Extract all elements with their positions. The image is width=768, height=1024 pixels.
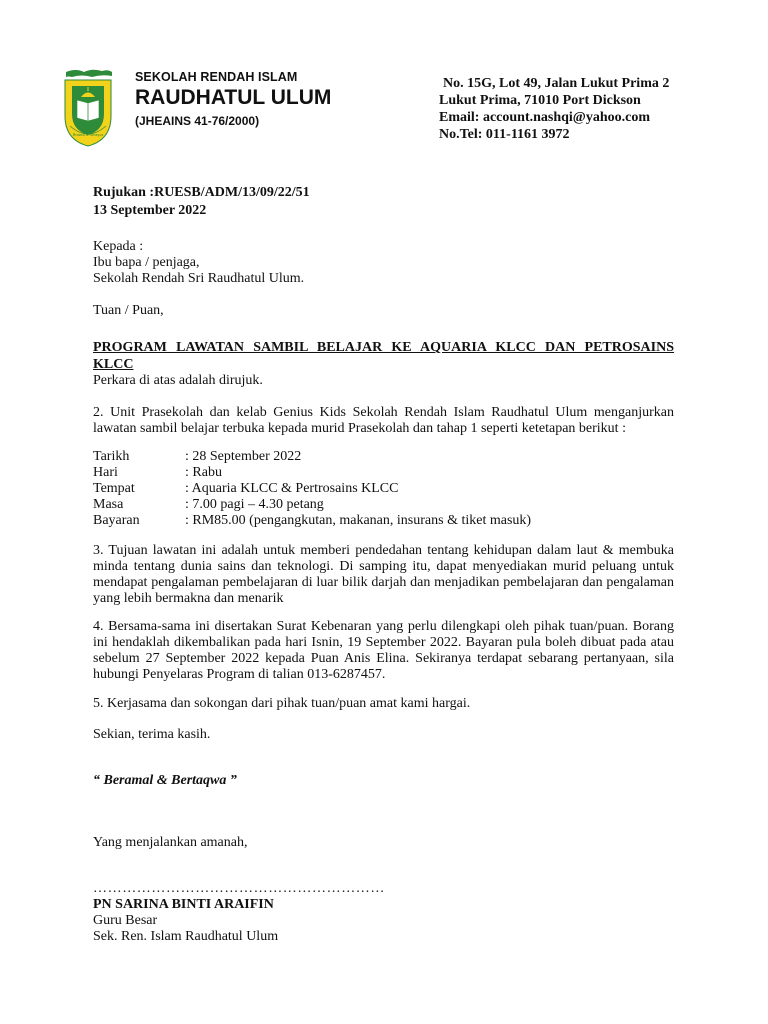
school-logo-icon bbox=[62, 66, 114, 148]
signature-dotted-line: …………………………………………………… bbox=[93, 881, 385, 896]
logo-motto-text: Beramal & Bertaqwa bbox=[72, 133, 104, 137]
detail-row bbox=[93, 481, 531, 497]
signatory-title: Guru Besar bbox=[93, 913, 158, 928]
detail-value: : 28 September 2022 bbox=[185, 449, 302, 464]
salutation: Tuan / Puan, bbox=[93, 303, 164, 318]
detail-label: Tempat bbox=[93, 481, 135, 496]
closing-line: Sekian, terima kasih. bbox=[93, 727, 211, 742]
detail-value: : Rabu bbox=[185, 465, 222, 480]
paragraph-2: 2. Unit Prasekolah dan kelab Genius Kids Sekolah Rendah Islam Raudhatul Ulum menganjurkan lawatan sambil belajar terbuka kepada murid Prasekolah dan tahap 1 seperti ketetapan berikut : bbox=[93, 405, 674, 436]
detail-label: Hari bbox=[93, 465, 118, 480]
motto: “ Beramal & Bertaqwa ” bbox=[93, 773, 237, 788]
detail-row bbox=[93, 513, 531, 529]
address-line-1: No. 15G, Lot 49, Jalan Lukut Prima 2 bbox=[443, 76, 670, 91]
detail-label: Masa bbox=[93, 497, 124, 512]
address-line-2: Lukut Prima, 71010 Port Dickson bbox=[439, 93, 641, 108]
detail-value: : RM85.00 (pengangkutan, makanan, insurans & tiket masuk) bbox=[185, 513, 532, 528]
detail-row bbox=[93, 465, 531, 481]
detail-label: Bayaran bbox=[93, 513, 140, 528]
detail-value: : Aquaria KLCC & Pertrosains KLCC bbox=[185, 481, 399, 496]
signature-block bbox=[93, 881, 674, 945]
sign-intro: Yang menjalankan amanah, bbox=[93, 835, 248, 850]
programme-details-table bbox=[93, 449, 531, 529]
subject-heading bbox=[93, 339, 674, 373]
detail-value: : 7.00 pagi – 4.30 petang bbox=[185, 497, 324, 512]
letter-date: 13 September 2022 bbox=[93, 203, 207, 218]
paragraph-4: 4. Bersama-sama ini disertakan Surat Kebenaran yang perlu dilengkapi oleh pihak tuan/puan. Borang ini hendaklah dikembalikan pada hari Isnin, 19 September 2022. Bayaran pula boleh dibuat pada atau sebelum 27 September 2022 kepada Puan Anis Elina. Sekiranya terdapat sebarang pertanyaan, sila hubungi Penyelaras Program di talian 013-6287457. bbox=[93, 619, 674, 682]
paragraph-5: 5. Kerjasama dan sokongan dari pihak tuan/puan amat kami hargai. bbox=[93, 696, 471, 711]
paragraph-3: 3. Tujuan lawatan ini adalah untuk memberi pendedahan tentang kehidupan dalam laut & membuka minda tentang dunia sains dan teknologi. Di samping itu, dapat menyediakan murid peluang untuk mendapat pengalaman pembelajaran di luar bilik darjah dan menjadikan pembelajaran dan pengalaman yang lebih bermakna dan menarik bbox=[93, 543, 674, 606]
email-line: Email: account.nashqi@yahoo.com bbox=[439, 110, 650, 125]
signatory-name: PN SARINA BINTI ARAIFIN bbox=[93, 897, 274, 912]
reference-number: Rujukan :RUESB/ADM/13/09/22/51 bbox=[93, 185, 310, 200]
detail-row bbox=[93, 497, 531, 513]
opening-line: Perkara di atas adalah dirujuk. bbox=[93, 373, 263, 388]
address-block bbox=[439, 75, 669, 143]
school-registration: (JHEAINS 41-76/2000) bbox=[135, 114, 260, 128]
reference-block bbox=[93, 184, 310, 220]
signatory-school: Sek. Ren. Islam Raudhatul Ulum bbox=[93, 929, 279, 944]
recipient-line-2: Ibu bapa / penjaga, bbox=[93, 255, 200, 270]
recipient-block bbox=[93, 239, 674, 287]
subject-line-1: PROGRAM LAWATAN SAMBIL BELAJAR KE AQUARIA KLCC DAN PETROSAINS bbox=[93, 340, 674, 355]
phone-line: No.Tel: 011-1161 3972 bbox=[439, 127, 570, 142]
school-name-block bbox=[135, 70, 331, 128]
recipient-line-3: Sekolah Rendah Sri Raudhatul Ulum. bbox=[93, 271, 305, 286]
school-type: SEKOLAH RENDAH ISLAM bbox=[135, 70, 298, 84]
recipient-line-1: Kepada : bbox=[93, 239, 144, 254]
subject-line-2: KLCC bbox=[93, 357, 134, 372]
school-name: RAUDHATUL ULUM bbox=[135, 86, 332, 109]
detail-label: Tarikh bbox=[93, 449, 130, 464]
detail-row bbox=[93, 449, 531, 465]
